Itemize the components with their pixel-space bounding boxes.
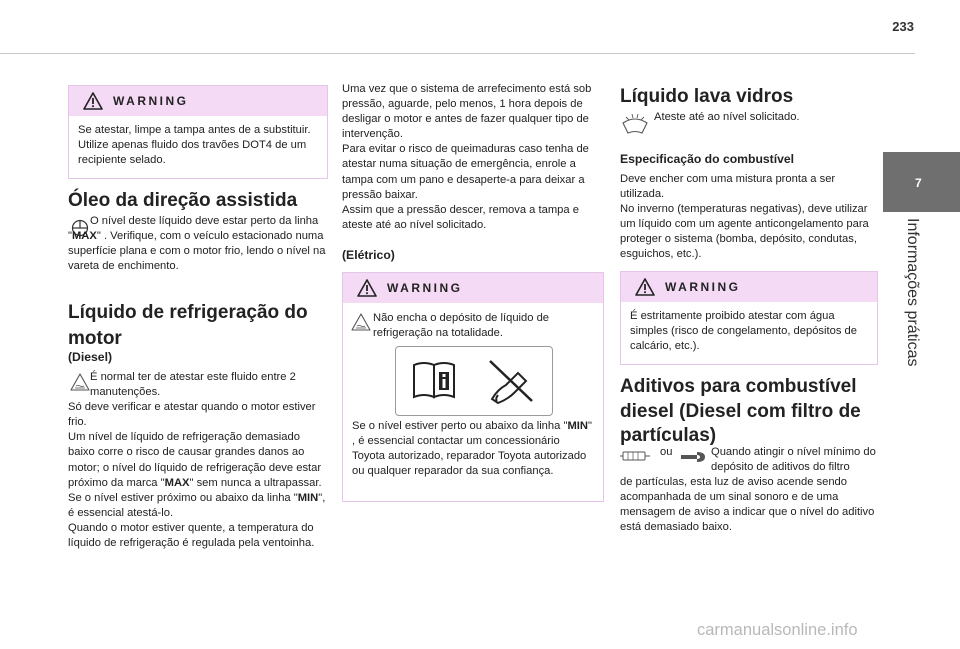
coolant-p4a: Se o nível estiver próximo ou abaixo da linha " [68,491,298,504]
intro-p3: Assim que a pressão descer, remova a tampa e ateste até ao nível solicitado. [342,203,579,231]
warning-label: WARNING [113,94,189,108]
coolant-p4b: ", é essencial atestá-lo. [68,491,326,519]
warning-triangle-icon [83,92,103,110]
page-number: 233 [892,19,914,34]
steering-oil-text [68,214,326,274]
brake-fluid-warning [68,85,328,179]
coolant-min-mark: MIN [297,491,319,504]
chapter-title: Informações práticas [904,218,921,367]
coolant-p4 [68,491,328,521]
warning-text-1: Não encha o depósito de líquido de refrigeração na totalidade. [373,312,550,340]
diesel-subtitle: (Diesel) [68,350,113,364]
or-text: ou [660,446,673,458]
warning-text-2b: " , é essencial contactar um concessionário Toyota autorizado, reparador Toyota autorizado ou qualquer reparador da sua confiança. [352,420,592,478]
warning-text-2a: Se o nível estiver perto ou abaixo da linha " [352,420,568,432]
warning-header [621,272,877,302]
warning-triangle-icon [635,278,655,296]
warning-header [343,273,603,303]
warning-min-mark: MIN [567,420,588,432]
manual-book-icon [410,359,458,401]
warning-triangle-icon [357,279,377,297]
coolant-p3a: Um nível de líquido de refrigeração demasiado baixo corre o risco de causar grandes danos ao motor; o nível do líquido de refrigeração deve estar próximo da marca " [68,431,322,489]
warning-text: É estritamente proibido atestar com água simples (risco de congelamento, depósitos de calcário, etc.). [630,310,857,353]
chapter-number: 7 [915,176,922,190]
additive-text-a: Quando atingir o nível mínimo do depósito de aditivos do filtro [711,446,876,474]
coolant-p3 [68,430,328,490]
warning-header [69,86,327,116]
washer-fluid-title: Líquido lava vidros [620,86,794,107]
header-rule [0,53,915,54]
additive-icon [620,449,650,463]
coolant-title: Líquido de refrigeração do motor [68,302,308,349]
steering-max-mark: MAX [71,230,97,243]
coolant-max-mark: MAX [164,476,190,489]
coolant-warning-icon [351,313,371,331]
watermark: carmanualsonline.info [697,621,858,639]
additive-title: Aditivos para combustível diesel (Diesel com filtro de partículas) [620,376,861,446]
additive-text-b: de partículas, esta luz de aviso acende sendo acompanhada de um sinal sonoro e de uma mensagem de aviso a indicar que o nível do aditivo está demasiado baixo. [620,476,875,534]
coolant-p1: É normal ter de atestar este fluido entre 2 manutenções. [90,371,296,399]
warning-label: WARNING [665,280,741,294]
electric-subtitle: (Elétrico) [342,248,395,262]
warning-text-2 [352,419,594,479]
washer-icon [620,113,650,135]
fuel-spec-text [620,172,878,263]
no-tool-icon [484,355,538,407]
washer-water-warning [620,271,878,365]
coolant-p2: Só deve verificar e atestar quando o motor estiver frio. [68,401,316,429]
steering-oil-title: Óleo da direção assistida [68,190,298,211]
intro-p1: Uma vez que o sistema de arrefecimento está sob pressão, aguarde, pelo menos, 1 hora depois de desligar o motor e antes de fazer qualquer tipo de intervenção. [342,83,592,141]
washer-text: Ateste até ao nível solicitado. [654,111,800,123]
illustration-box [395,346,553,416]
fuel-spec-title: Especificação do combustível [620,152,795,166]
steering-text-1: O nível deste líquido deve estar perto da linha " [68,215,319,243]
coolant-p3b: " sem nunca a ultrapassar. [189,476,322,489]
intro-p2: Para evitar o risco de queimaduras caso tenha de atestar numa situação de emergência, enrole a tampa com um pano e desaperte-a para deixar a pressão baixar. [342,143,589,201]
fuel-p2: No inverno (temperaturas negativas), deve utilizar um líquido com um agente anticongelamento para proteger o sistema (bomba, depósito, condutas, esguichos, etc.). [620,203,869,261]
coolant-intro-text [342,82,604,233]
coolant-electric-warning [342,272,604,502]
coolant-p5: Quando o motor estiver quente, a temperatura do líquido de refrigeração é regulada pela ventoinha. [68,521,315,550]
fuel-p1: Deve encher com uma mistura pronta a ser utilizada. [620,173,836,201]
warning-text: Se atestar, limpe a tampa antes de a substituir. Utilize apenas fluido dos travões DOT4 de um recipiente selado. [78,124,311,167]
warning-label: WARNING [387,281,463,295]
wrench-icon [679,449,707,465]
steering-text-2: " . Verifique, com o veículo estacionado numa superfície plana e com o motor frio, lendo o nível na vareta de enchimento. [68,230,326,273]
coolant-diesel-text [68,370,328,551]
